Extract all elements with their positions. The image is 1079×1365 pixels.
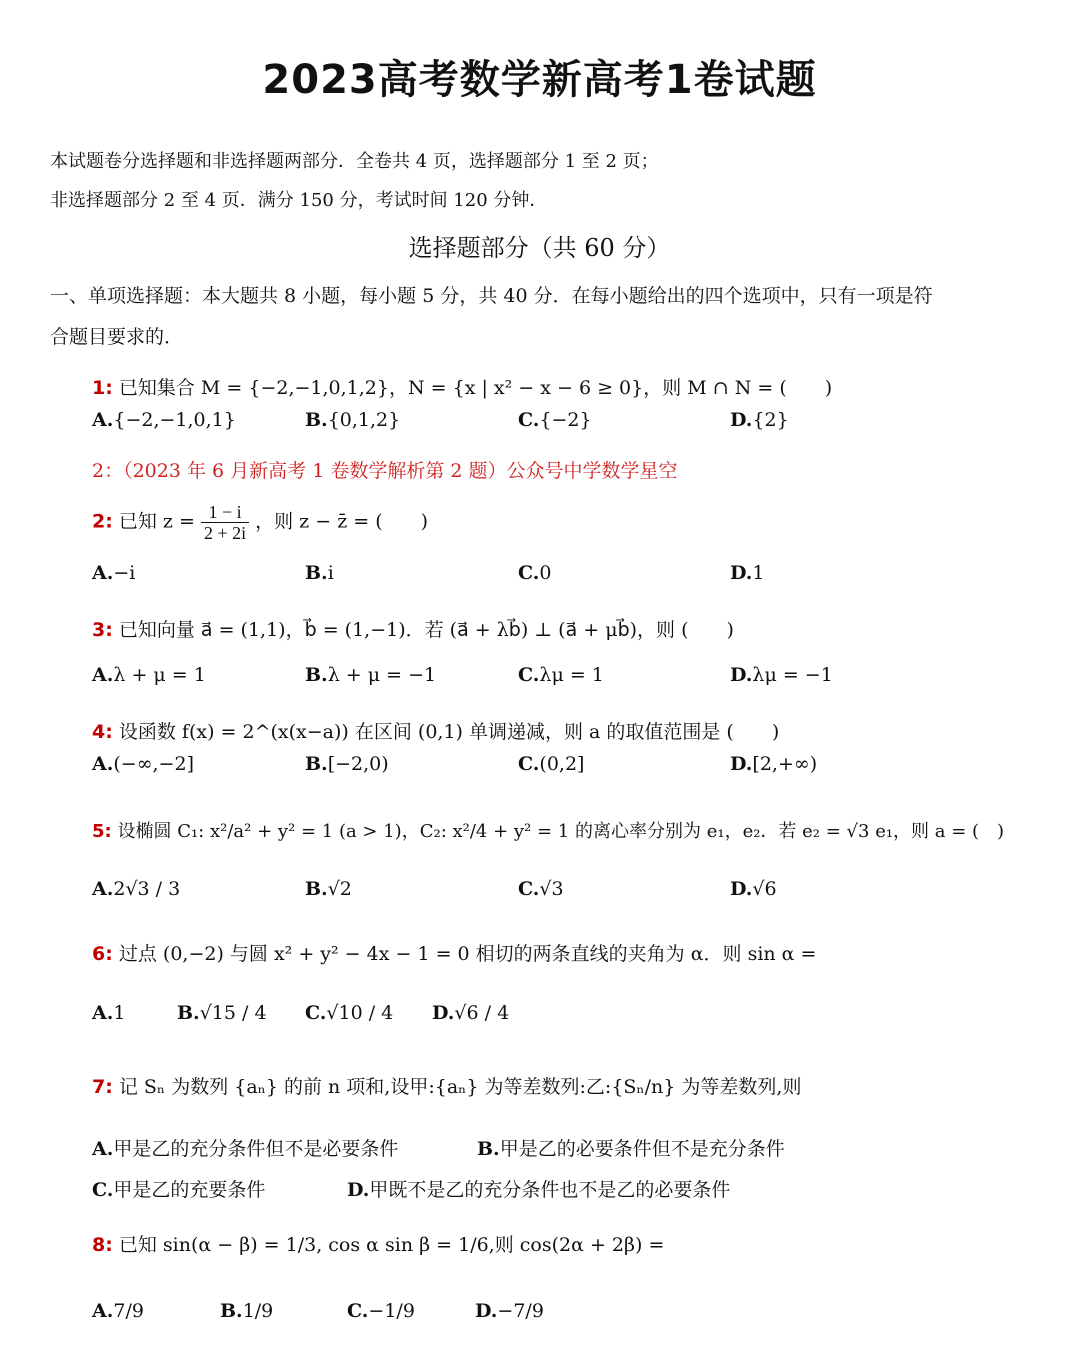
option-label: A.: [92, 753, 114, 775]
option-text: √6: [752, 878, 777, 900]
option-a: [92, 664, 206, 686]
option-c: [518, 409, 592, 431]
option-b: [220, 1300, 273, 1322]
question-5-stem: [92, 817, 1004, 843]
option-text: [−2,0): [327, 753, 389, 775]
option-text: −7/9: [497, 1300, 544, 1322]
question-number: 4:: [92, 721, 113, 743]
question-text: 记 Sₙ 为数列 {aₙ} 的前 n 项和,设甲:{aₙ} 为等差数列:乙:{Sₙ/n} 为等差数列,则: [118, 1076, 802, 1098]
option-label: A.: [92, 409, 114, 431]
option-b: [305, 562, 334, 584]
option-text: {−2,−1,0,1}: [113, 409, 236, 431]
question-number: 1:: [92, 377, 113, 399]
option-text: {2}: [752, 409, 789, 431]
intro-line-2: 非选择题部分 2 至 4 页．满分 150 分，考试时间 120 分钟．: [50, 190, 548, 211]
option-d: [730, 664, 833, 686]
question-text-post: ，则 z − z̄ = ( ): [255, 510, 429, 533]
part-heading-line-1: 一、单项选择题：本大题共 8 小题，每小题 5 分，共 40 分．在每小题给出的四个选项中，只有一项是符: [50, 285, 933, 307]
option-d: [347, 1175, 730, 1202]
option-text: λμ = −1: [752, 664, 833, 686]
question-text: 过点 (0,−2) 与圆 x² + y² − 4x − 1 = 0 相切的两条直线的夹角为 α．则 sin α =: [118, 943, 817, 965]
option-text: 甲既不是乙的充分条件也不是乙的必要条件: [369, 1179, 731, 1201]
option-text: i: [327, 562, 334, 584]
option-label: A.: [92, 878, 114, 900]
question-text: 设函数 f(x) = 2^(x(x−a)) 在区间 (0,1) 单调递减，则 a 的取值范围是 ( ): [118, 721, 780, 743]
option-d: [475, 1300, 544, 1322]
option-b: [477, 1134, 785, 1161]
option-label: A.: [92, 1138, 114, 1160]
option-label: B.: [305, 409, 328, 431]
option-d: [432, 1002, 509, 1024]
question-4-stem: [92, 717, 779, 744]
option-label: D.: [475, 1300, 498, 1322]
option-text: √10 / 4: [326, 1002, 394, 1024]
section-title: 选择题部分（共 60 分）: [408, 234, 671, 262]
question-6-stem: [92, 939, 816, 966]
option-label: C.: [305, 1002, 327, 1024]
question-text: 已知向量 a⃗ = (1,1)，b⃗ = (1,−1)．若 (a⃗ + λb⃗) ⊥ (a⃗ + μb⃗)，则 ( ): [118, 619, 734, 641]
source-note: 2：（2023 年 6 月新高考 1 卷数学解析第 2 题）公众号中学数学星空: [92, 460, 678, 482]
option-text: √3: [539, 878, 564, 900]
denominator: 2 + 2i: [203, 523, 247, 543]
option-a: [92, 1300, 144, 1322]
question-number: 6:: [92, 943, 113, 965]
option-text: 甲是乙的充分条件但不是必要条件: [113, 1138, 399, 1160]
option-text: 7/9: [113, 1300, 144, 1322]
option-c: [518, 753, 584, 775]
option-text: 0: [539, 562, 552, 584]
option-label: C.: [347, 1300, 369, 1322]
part-heading-line-2: 合题目要求的．: [50, 326, 184, 348]
option-d: [730, 409, 789, 431]
question-number: 2:: [92, 510, 113, 533]
option-text: −1/9: [368, 1300, 415, 1322]
question-8-stem: [92, 1230, 664, 1257]
option-d: [730, 562, 765, 584]
option-label: D.: [347, 1179, 370, 1201]
option-text: √15 / 4: [199, 1002, 267, 1024]
option-text: [2,+∞): [752, 753, 818, 775]
option-text: √2: [327, 878, 352, 900]
option-label: D.: [730, 753, 753, 775]
option-label: C.: [518, 409, 540, 431]
option-label: C.: [518, 562, 540, 584]
option-b: [177, 1002, 267, 1024]
option-label: B.: [305, 753, 328, 775]
question-7-stem: [92, 1072, 801, 1099]
option-text: 甲是乙的充要条件: [113, 1179, 266, 1201]
option-b: [305, 878, 352, 900]
option-text: 1/9: [242, 1300, 274, 1322]
option-a: [92, 562, 135, 584]
option-b: [305, 753, 389, 775]
option-label: C.: [92, 1179, 114, 1201]
option-text: λ + μ = 1: [113, 664, 206, 686]
option-label: D.: [432, 1002, 455, 1024]
option-label: A.: [92, 562, 114, 584]
option-c: [518, 562, 552, 584]
fraction: [201, 502, 249, 543]
question-text: 已知 sin(α − β) = 1/3, cos α sin β = 1/6,则 cos(2α + 2β) =: [118, 1234, 665, 1256]
option-text: √6 / 4: [454, 1002, 510, 1024]
option-label: B.: [305, 664, 328, 686]
option-label: A.: [92, 1300, 114, 1322]
option-c: [518, 878, 564, 900]
option-text: λ + μ = −1: [327, 664, 437, 686]
option-label: C.: [518, 753, 540, 775]
question-number: 8:: [92, 1234, 113, 1256]
option-a: [92, 409, 236, 431]
option-c: [347, 1300, 415, 1322]
option-label: A.: [92, 664, 114, 686]
intro-line-1: 本试题卷分选择题和非选择题两部分．全卷共 4 页，选择题部分 1 至 2 页；: [50, 151, 659, 172]
option-text: 2√3 / 3: [113, 878, 181, 900]
option-a: [92, 1002, 125, 1024]
option-label: D.: [730, 409, 753, 431]
option-label: B.: [220, 1300, 243, 1322]
option-a: [92, 878, 180, 900]
question-text: 设椭圆 C₁: x²/a² + y² = 1 (a > 1)，C₂: x²/4 + y² = 1 的离心率分别为 e₁，e₂．若 e₂ = √3 e₁，则 a = ( ): [117, 821, 1005, 842]
option-label: C.: [518, 878, 540, 900]
option-a: [92, 1134, 398, 1161]
numerator: 1 − i: [201, 502, 249, 523]
option-label: D.: [730, 664, 753, 686]
question-text-pre: 已知 z =: [118, 510, 195, 533]
option-text: {−2}: [539, 409, 592, 431]
option-text: 1: [752, 562, 765, 584]
option-text: (0,2]: [539, 753, 585, 775]
option-b: [305, 664, 436, 686]
question-number: 3:: [92, 619, 113, 641]
option-label: C.: [518, 664, 540, 686]
option-label: B.: [177, 1002, 200, 1024]
option-text: 1: [113, 1002, 126, 1024]
option-c: [92, 1175, 265, 1202]
question-text: 已知集合 M = {−2,−1,0,1,2}，N = {x | x² − x − 6 ≥ 0}，则 M ∩ N = ( ): [118, 377, 833, 399]
option-label: A.: [92, 1002, 114, 1024]
option-text: 甲是乙的必要条件但不是充分条件: [499, 1138, 785, 1160]
option-text: {0,1,2}: [327, 409, 401, 431]
option-b: [305, 409, 400, 431]
option-c: [518, 664, 604, 686]
page-title: 2023高考数学新高考1卷试题: [262, 57, 817, 103]
option-c: [305, 1002, 393, 1024]
option-text: −i: [113, 562, 136, 584]
option-d: [730, 753, 817, 775]
option-d: [730, 878, 777, 900]
option-label: B.: [477, 1138, 500, 1160]
question-2-stem: [92, 502, 428, 543]
question-3-stem: [92, 615, 734, 642]
option-label: B.: [305, 562, 328, 584]
option-label: D.: [730, 878, 753, 900]
question-number: 5:: [92, 821, 112, 842]
question-number: 7:: [92, 1076, 113, 1098]
option-text: (−∞,−2]: [113, 753, 194, 775]
option-text: λμ = 1: [539, 664, 604, 686]
option-label: D.: [730, 562, 753, 584]
option-a: [92, 753, 194, 775]
option-label: B.: [305, 878, 328, 900]
question-1-stem: [92, 373, 832, 400]
